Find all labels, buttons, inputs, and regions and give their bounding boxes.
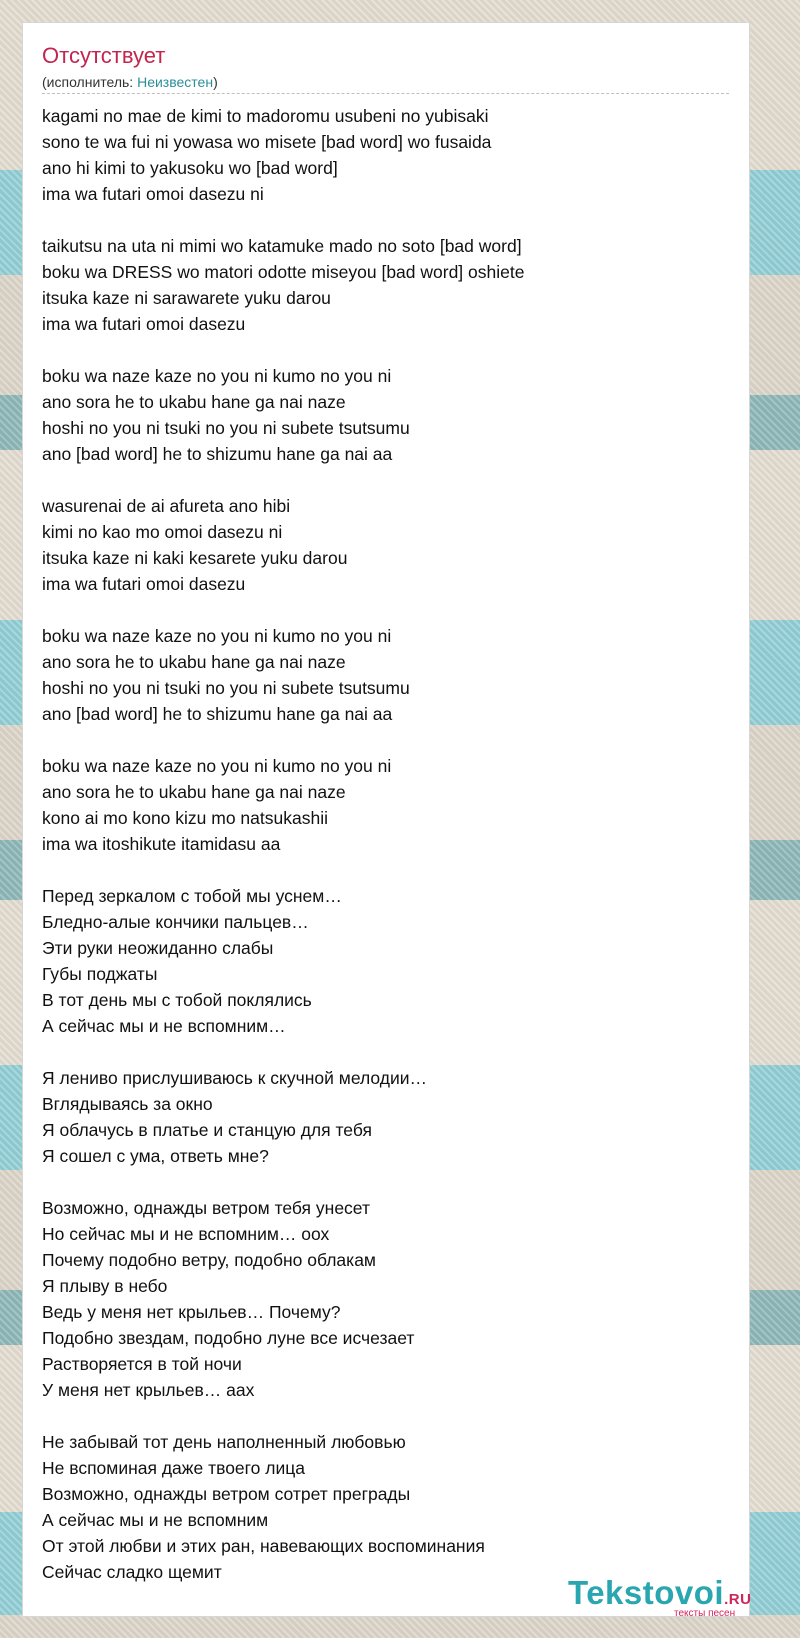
lyric-line: kono ai mo kono kizu mo natsukashii [42, 808, 328, 828]
lyric-line: sono te wa fui ni yowasa wo misete [bad word] wo fusaida [42, 132, 492, 152]
lyric-line: kagami no mae de kimi to madoromu usubeni no yubisaki [42, 106, 489, 126]
lyric-line: ano sora he to ukabu hane ga nai naze [42, 652, 346, 672]
lyric-line: Я плыву в небо [42, 1276, 168, 1296]
lyric-line: Растворяется в той ночи [42, 1354, 242, 1374]
lyric-line: ima wa futari omoi dasezu [42, 314, 246, 334]
lyric-line: ano [bad word] he to shizumu hane ga nai aa [42, 444, 393, 464]
lyric-line: ima wa itoshikute itamidasu aa [42, 834, 281, 854]
lyric-line: В тот день мы с тобой поклялись [42, 990, 312, 1010]
artist-link[interactable]: Неизвестен [137, 74, 214, 90]
lyric-line: hoshi no you ni tsuki no you ni subete tsutsumu [42, 418, 410, 438]
lyric-line: Подобно звездам, подобно луне все исчезает [42, 1328, 415, 1348]
lyric-line: ano sora he to ukabu hane ga nai naze [42, 782, 346, 802]
lyric-line: А сейчас мы и не вспомним [42, 1510, 269, 1530]
lyric-line: От этой любви и этих ран, навевающих воспоминания [42, 1536, 485, 1556]
lyrics-text [42, 103, 732, 1585]
lyric-line: Не вспоминая даже твоего лица [42, 1458, 305, 1478]
artist-suffix: ) [213, 74, 218, 90]
lyric-line: Перед зеркалом с тобой мы уснем… [42, 886, 342, 906]
lyric-line: Сейчас сладко щемит [42, 1562, 222, 1582]
lyric-line [42, 1039, 732, 1065]
lyric-line: ano [bad word] he to shizumu hane ga nai aa [42, 704, 393, 724]
lyric-line: hoshi no you ni tsuki no you ni subete tsutsumu [42, 678, 410, 698]
lyric-line: Не забывай тот день наполненный любовью [42, 1432, 406, 1452]
lyric-line: Почему подобно ветру, подобно облакам [42, 1250, 376, 1270]
lyric-line [42, 467, 732, 493]
lyric-line: Я облачусь в платье и станцую для тебя [42, 1120, 372, 1140]
header-divider [42, 93, 729, 94]
lyric-line: boku wa DRESS wo matori odotte miseyou [bad word] oshiete [42, 262, 525, 282]
lyric-line: kimi no kao mo omoi dasezu ni [42, 522, 283, 542]
lyric-line: ano hi kimi to yakusoku wo [bad word] [42, 158, 338, 178]
lyric-line: Ведь у меня нет крыльев… Почему? [42, 1302, 341, 1322]
lyric-line: Губы поджаты [42, 964, 158, 984]
logo-tld: .RU [724, 1591, 752, 1608]
song-title: Отсутствует [42, 43, 166, 68]
lyric-line: itsuka kaze ni sarawarete yuku darou [42, 288, 331, 308]
lyric-line: boku wa naze kaze no you ni kumo no you ni [42, 756, 392, 776]
artist-line [42, 73, 218, 91]
artist-prefix: (исполнитель: [42, 74, 138, 90]
lyric-line [42, 727, 732, 753]
lyric-line: А сейчас мы и не вспомним… [42, 1016, 286, 1036]
lyric-line: Я сошел с ума, ответь мне? [42, 1146, 269, 1166]
lyric-line: Я лениво прислушиваюсь к скучной мелодии… [42, 1068, 427, 1088]
logo-name: Tekstovoi [568, 1574, 725, 1611]
lyric-line: Вглядываясь за окно [42, 1094, 213, 1114]
lyric-line [42, 207, 732, 233]
lyric-line: Возможно, однажды ветром сотрет преграды [42, 1484, 411, 1504]
lyric-line: ima wa futari omoi dasezu ni [42, 184, 264, 204]
lyric-line [42, 337, 732, 363]
lyric-line: Эти руки неожиданно слабы [42, 938, 274, 958]
lyric-line: ano sora he to ukabu hane ga nai naze [42, 392, 346, 412]
lyric-line: Возможно, однажды ветром тебя унесет [42, 1198, 370, 1218]
lyric-line: Но сейчас мы и не вспомним… оох [42, 1224, 330, 1244]
lyric-line: boku wa naze kaze no you ni kumo no you ni [42, 366, 392, 386]
lyric-line [42, 1403, 732, 1429]
logo-tagline: тексты песен [674, 1608, 736, 1619]
lyric-line [42, 597, 732, 623]
lyric-line: wasurenai de ai afureta ano hibi [42, 496, 291, 516]
site-logo[interactable] [568, 1575, 788, 1625]
lyric-line: boku wa naze kaze no you ni kumo no you ni [42, 626, 392, 646]
lyric-line [42, 857, 732, 883]
lyric-line: taikutsu na uta ni mimi wo katamuke mado no soto [bad word] [42, 236, 522, 256]
lyric-line: ima wa futari omoi dasezu [42, 574, 246, 594]
lyric-line: У меня нет крыльев… аах [42, 1380, 255, 1400]
lyrics-card [22, 22, 750, 1617]
lyric-line: itsuka kaze ni kaki kesarete yuku darou [42, 548, 348, 568]
lyric-line [42, 1169, 732, 1195]
lyric-line: Бледно-алые кончики пальцев… [42, 912, 309, 932]
